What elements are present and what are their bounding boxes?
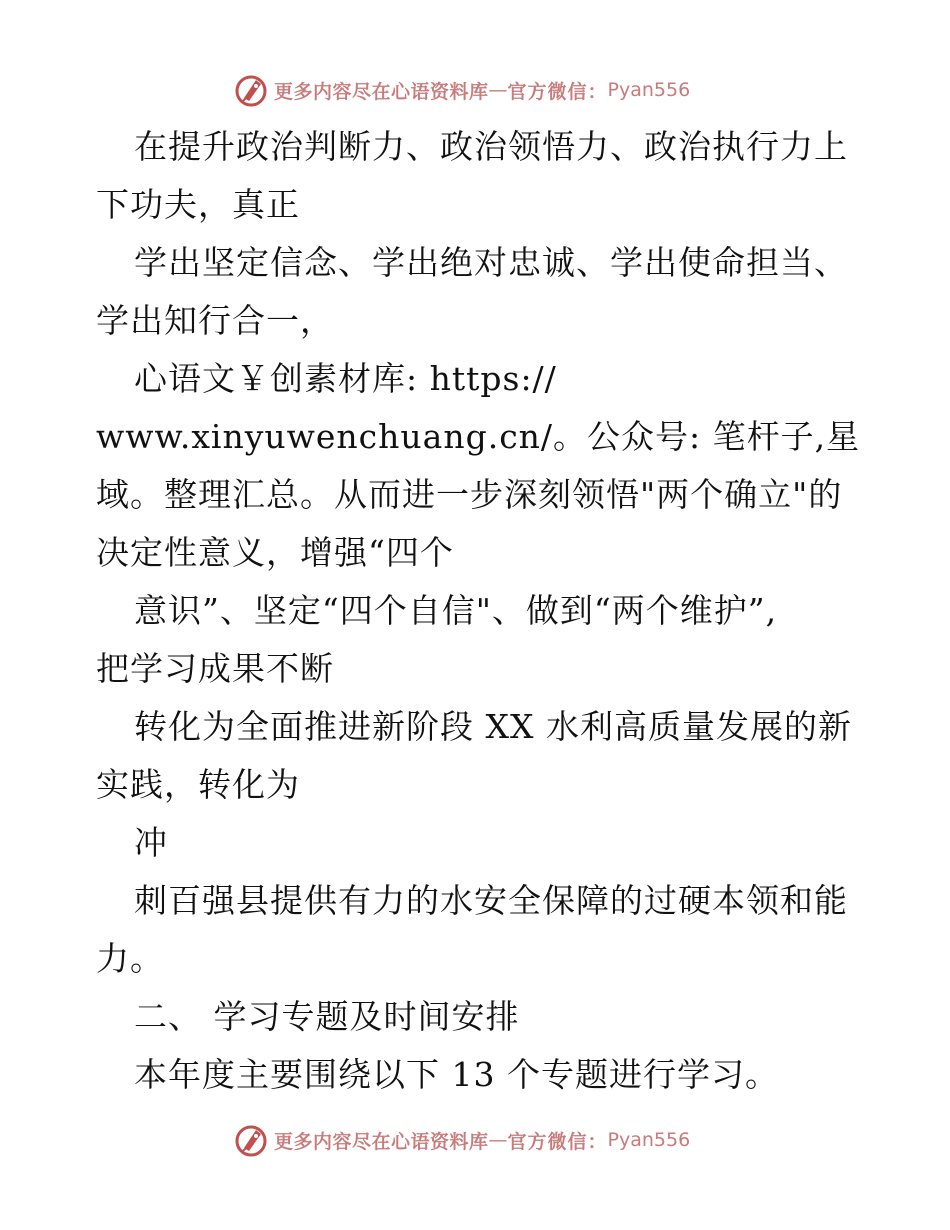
text-line: 实践，转化为: [96, 765, 300, 804]
text-line: 域。整理汇总。从而进一步深刻领悟"两个确立"的: [96, 475, 843, 514]
text-line: 意识”、坚定“四个自信"、做到“两个维护”,: [134, 591, 778, 630]
text-line: 刺百强县提供有力的水安全保障的过硬本领和能: [134, 881, 848, 920]
text-line: 学出知行合一，: [96, 301, 334, 340]
text-line: 下功夫，真正: [96, 185, 300, 224]
pen-nib-logo-icon: [234, 72, 270, 108]
watermark-wechat-label: 官方微信：: [507, 80, 608, 103]
watermark-main-text: 更多内容尽在心语资料库: [274, 1130, 489, 1153]
text-line: 把学习成果不断: [96, 649, 334, 688]
header-watermark: [234, 70, 754, 110]
text-line: 学出坚定信念、学出绝对忠诚、学出使命担当、: [134, 243, 848, 282]
text-line: 冲: [134, 823, 168, 862]
watermark-wechat-id: Pyan556: [607, 1129, 691, 1151]
text-line: 本年度主要围绕以下 13 个专题进行学习。: [134, 1055, 779, 1094]
text-line: 转化为全面推进新阶段 XX 水利高质量发展的新: [134, 707, 852, 746]
watermark-dash: —: [488, 79, 508, 101]
text-line: 心语文￥创素材库: https://: [134, 359, 557, 398]
text-line: 决定性意义，增强“四个: [96, 533, 454, 572]
watermark-wechat-label: 官方微信：: [507, 1130, 608, 1153]
footer-watermark: [234, 1120, 754, 1160]
text-line: 力。: [96, 939, 164, 978]
pen-nib-logo-icon: [234, 1122, 270, 1158]
watermark-dash: —: [488, 1129, 508, 1151]
watermark-wechat-id: Pyan556: [607, 79, 691, 101]
section-heading: 二、 学习专题及时间安排: [134, 997, 520, 1036]
watermark-main-text: 更多内容尽在心语资料库: [274, 80, 489, 103]
text-line: 在提升政治判断力、政治领悟力、政治执行力上: [134, 127, 848, 166]
text-line: www.xinyuwenchuang.cn/。公众号: 笔杆子,星: [96, 417, 861, 456]
